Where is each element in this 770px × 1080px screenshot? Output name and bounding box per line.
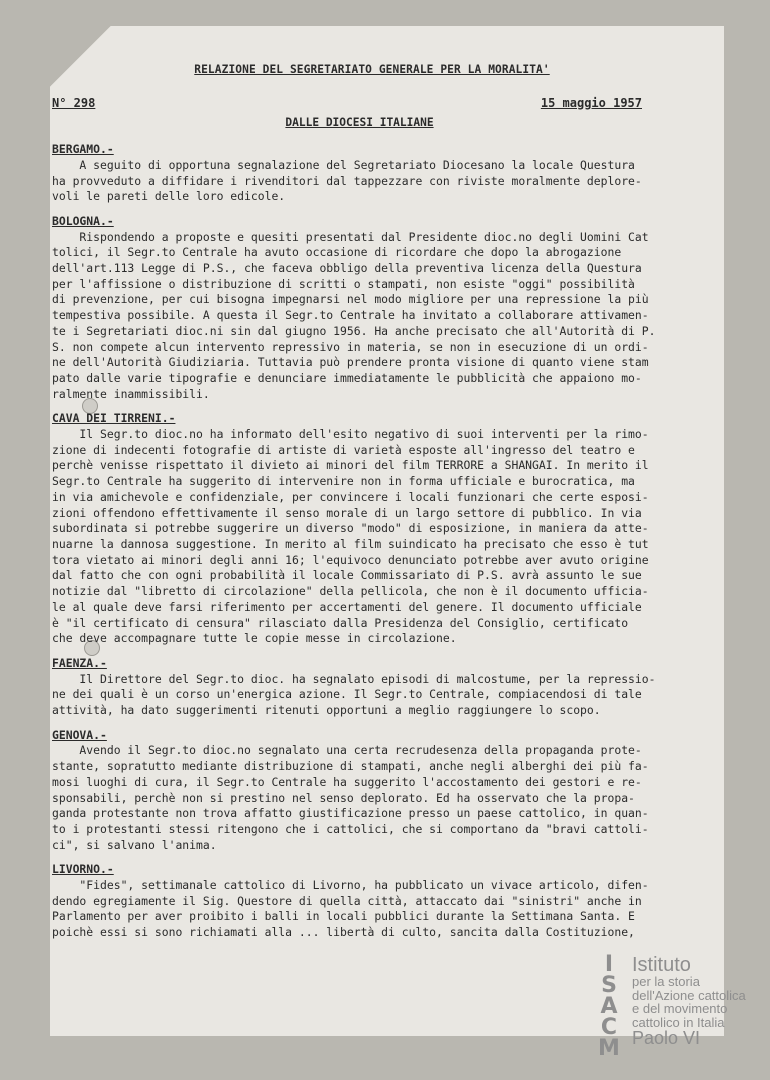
text-line: attività, ha dato suggerimenti ritenuti opportuni a meglio raggiungere lo scopo. bbox=[52, 703, 601, 718]
archive-watermark bbox=[591, 952, 751, 1061]
diocese-heading: FAENZA.- bbox=[52, 655, 107, 670]
watermark-line: dell'Azione cattolica bbox=[632, 987, 746, 1003]
diocese-section bbox=[52, 142, 642, 205]
text-line: "Fides", settimanale cattolico di Livorno, ha pubblicato un vivace articolo, difen- bbox=[52, 878, 649, 893]
text-line: le al quale deve farsi riferimento per accertamenti del genere. Il documento ufficiale bbox=[52, 599, 642, 614]
watermark-line: Istituto bbox=[632, 954, 691, 976]
watermark-line: cattolico in Italia bbox=[632, 1014, 725, 1030]
watermark-line: Paolo VI bbox=[632, 1028, 701, 1048]
report-date: 15 maggio 1957 bbox=[540, 95, 642, 110]
text-line: poichè essi si sono richiamati alla ... libertà di culto, sancita dalla Costituzione, bbox=[52, 925, 635, 940]
text-line: A seguito di opportuna segnalazione del Segretariato Diocesano la locale Questura bbox=[52, 157, 635, 172]
text-line: Segr.to Centrale ha suggerito di intervenire non in forma ufficiale e burocratica, ma bbox=[52, 474, 635, 489]
text-line: zione di indecenti fotografie di artiste di varietà esposte all'ingresso del teatro e bbox=[52, 442, 635, 457]
diocese-heading: CAVA DEI TIRRENI.- bbox=[52, 411, 176, 426]
text-line: dal fatto che con ogni probabilità il locale Commissariato di P.S. avrà assunto le sue bbox=[52, 568, 642, 583]
text-line: ralmente inammissibili. bbox=[52, 386, 210, 401]
text-line: ganda protestante non trova affatto giustificazione presso un paese cattolico, in quan- bbox=[52, 806, 649, 821]
text-line: ci", si salvano l'anima. bbox=[52, 837, 217, 852]
text-line: tempestiva possibile. A questa il Segr.to Centrale ha invitato a collaborare attivamen- bbox=[52, 308, 649, 323]
typewritten-report bbox=[52, 62, 656, 941]
text-line: pato dalle varie tipografie e denunciare immediatamente le pubblicità che appaiono mo- bbox=[52, 370, 642, 385]
text-line: subordinata si potrebbe suggerire un diverso "modo" di esposizione, in maniera da atte- bbox=[52, 521, 649, 536]
diocese-section bbox=[52, 727, 649, 854]
diocese-heading: BOLOGNA.- bbox=[52, 213, 114, 228]
text-line: Rispondendo a proposte e quesiti presentati dal Presidente dioc.no degli Uomini Cat bbox=[52, 229, 649, 244]
watermark-text bbox=[632, 955, 746, 1047]
diocese-heading: BERGAMO.- bbox=[52, 142, 114, 157]
text-line: ne dei quali è un corso un'energica azione. Il Segr.to Centrale, compiacendosi di tale bbox=[52, 687, 642, 702]
text-line: è "il certificato di censura" rilasciato dalla Presidenza del Consiglio, certificato bbox=[52, 615, 629, 630]
report-sections bbox=[52, 142, 656, 941]
report-number: N° 298 bbox=[52, 95, 96, 110]
monogram-letter: M bbox=[598, 1036, 620, 1061]
monogram-letter: A bbox=[600, 994, 618, 1019]
text-line: mosi luoghi di cura, il Segr.to Centrale ha suggerito l'accostamento dei gestori e re- bbox=[52, 774, 642, 789]
watermark-monogram bbox=[591, 952, 627, 1061]
diocese-section bbox=[52, 411, 649, 647]
text-line: sponsabili, perchè non si prestino nel senso deplorato. Ed ha osservato che la propa- bbox=[52, 790, 635, 805]
text-line: tora vietato ai minori degli anni 16; l'equivoco denunciato potrebbe aver avuto origine bbox=[52, 552, 649, 567]
diocese-section bbox=[52, 655, 656, 719]
text-line: di prevenzione, per cui bisogna impegnarsi nel modo migliore per una repressione la più bbox=[52, 292, 649, 307]
text-line: perchè venisse rispettato il divieto ai minori del film TERRORE a SHANGAI. In merito il bbox=[52, 458, 649, 473]
text-line: stante, sopratutto mediante distribuzione di stampati, anche negli alberghi dei più fa- bbox=[52, 759, 649, 774]
diocese-section bbox=[52, 213, 656, 402]
text-line: tolici, il Segr.to Centrale ha avuto occasione di ricordare che dopo la abrogazione bbox=[52, 245, 622, 260]
diocese-heading: LIVORNO.- bbox=[52, 862, 114, 877]
text-line: Avendo il Segr.to dioc.no segnalato una certa recrudesenza della propaganda prote- bbox=[52, 743, 642, 758]
text-line: te i Segretariati dioc.ni sin dal giugno 1956. Ha anche precisato che all'Autorità di P. bbox=[52, 323, 656, 338]
report-meta bbox=[52, 96, 642, 112]
text-line: per l'affissione o distribuzione di scritti o stampati, non esiste "oggi" possibilità bbox=[52, 276, 635, 291]
monogram-letter: I bbox=[604, 952, 614, 977]
text-line: Parlamento per aver proibito i balli in locali pubblici durante la Settimana Santa. E bbox=[52, 909, 635, 924]
watermark-line: per la storia bbox=[632, 974, 700, 989]
text-line: Il Direttore del Segr.to dioc. ha segnalato episodi di malcostume, per la repressio- bbox=[52, 671, 656, 686]
text-line: in via amichevole e confidenziale, per convincere i locali funzionari che certe esposi- bbox=[52, 489, 649, 504]
diocese-heading: GENOVA.- bbox=[52, 727, 107, 742]
text-line: S. non compete alcun intervento repressivo in materia, se non in esecuzione di un ordi- bbox=[52, 339, 649, 354]
text-line: zioni offendono effettivamente il senso morale di un largo settore di pubblico. In via bbox=[52, 505, 642, 520]
text-line: nuarne la dannosa suggestione. In merito al film suindicato ha precisato che esso è tut bbox=[52, 536, 649, 551]
report-subtitle: DALLE DIOCESI ITALIANE bbox=[285, 116, 434, 130]
text-line: ne dell'Autorità Giudiziaria. Tuttavia può prendere pronta visione di quanto viene stam bbox=[52, 355, 649, 370]
text-line: to i protestanti stessi ritengono che i cattolici, che si comportano da "bravi cattoli- bbox=[52, 821, 649, 836]
text-line: dell'art.113 Legge di P.S., che faceva obbligo della preventiva licenza della Questura bbox=[52, 261, 642, 276]
text-line: dendo egregiamente il Sig. Questore di quella città, attaccato dai "sinistri" anche in bbox=[52, 893, 642, 908]
monogram-letter: S bbox=[601, 973, 617, 998]
text-line: ha provveduto a diffidare i rivenditori dal tappezzare con riviste moralmente deplore- bbox=[52, 173, 642, 188]
text-line: voli le pareti delle loro edicole. bbox=[52, 189, 286, 204]
text-line: notizie dal "libretto di circolazione" della pellicola, che non è il documento ufficia- bbox=[52, 584, 649, 599]
text-line: che deve accompagnare tutte le copie messe in circolazione. bbox=[52, 631, 457, 646]
monogram-letter: C bbox=[600, 1015, 618, 1040]
diocese-section bbox=[52, 862, 649, 941]
watermark-line: e del movimento bbox=[632, 1001, 728, 1016]
report-title: RELAZIONE DEL SEGRETARIATO GENERALE PER LA MORALITA' bbox=[194, 63, 550, 76]
text-line: Il Segr.to dioc.no ha informato dell'esito negativo di suoi interventi per la rimo- bbox=[52, 427, 649, 442]
